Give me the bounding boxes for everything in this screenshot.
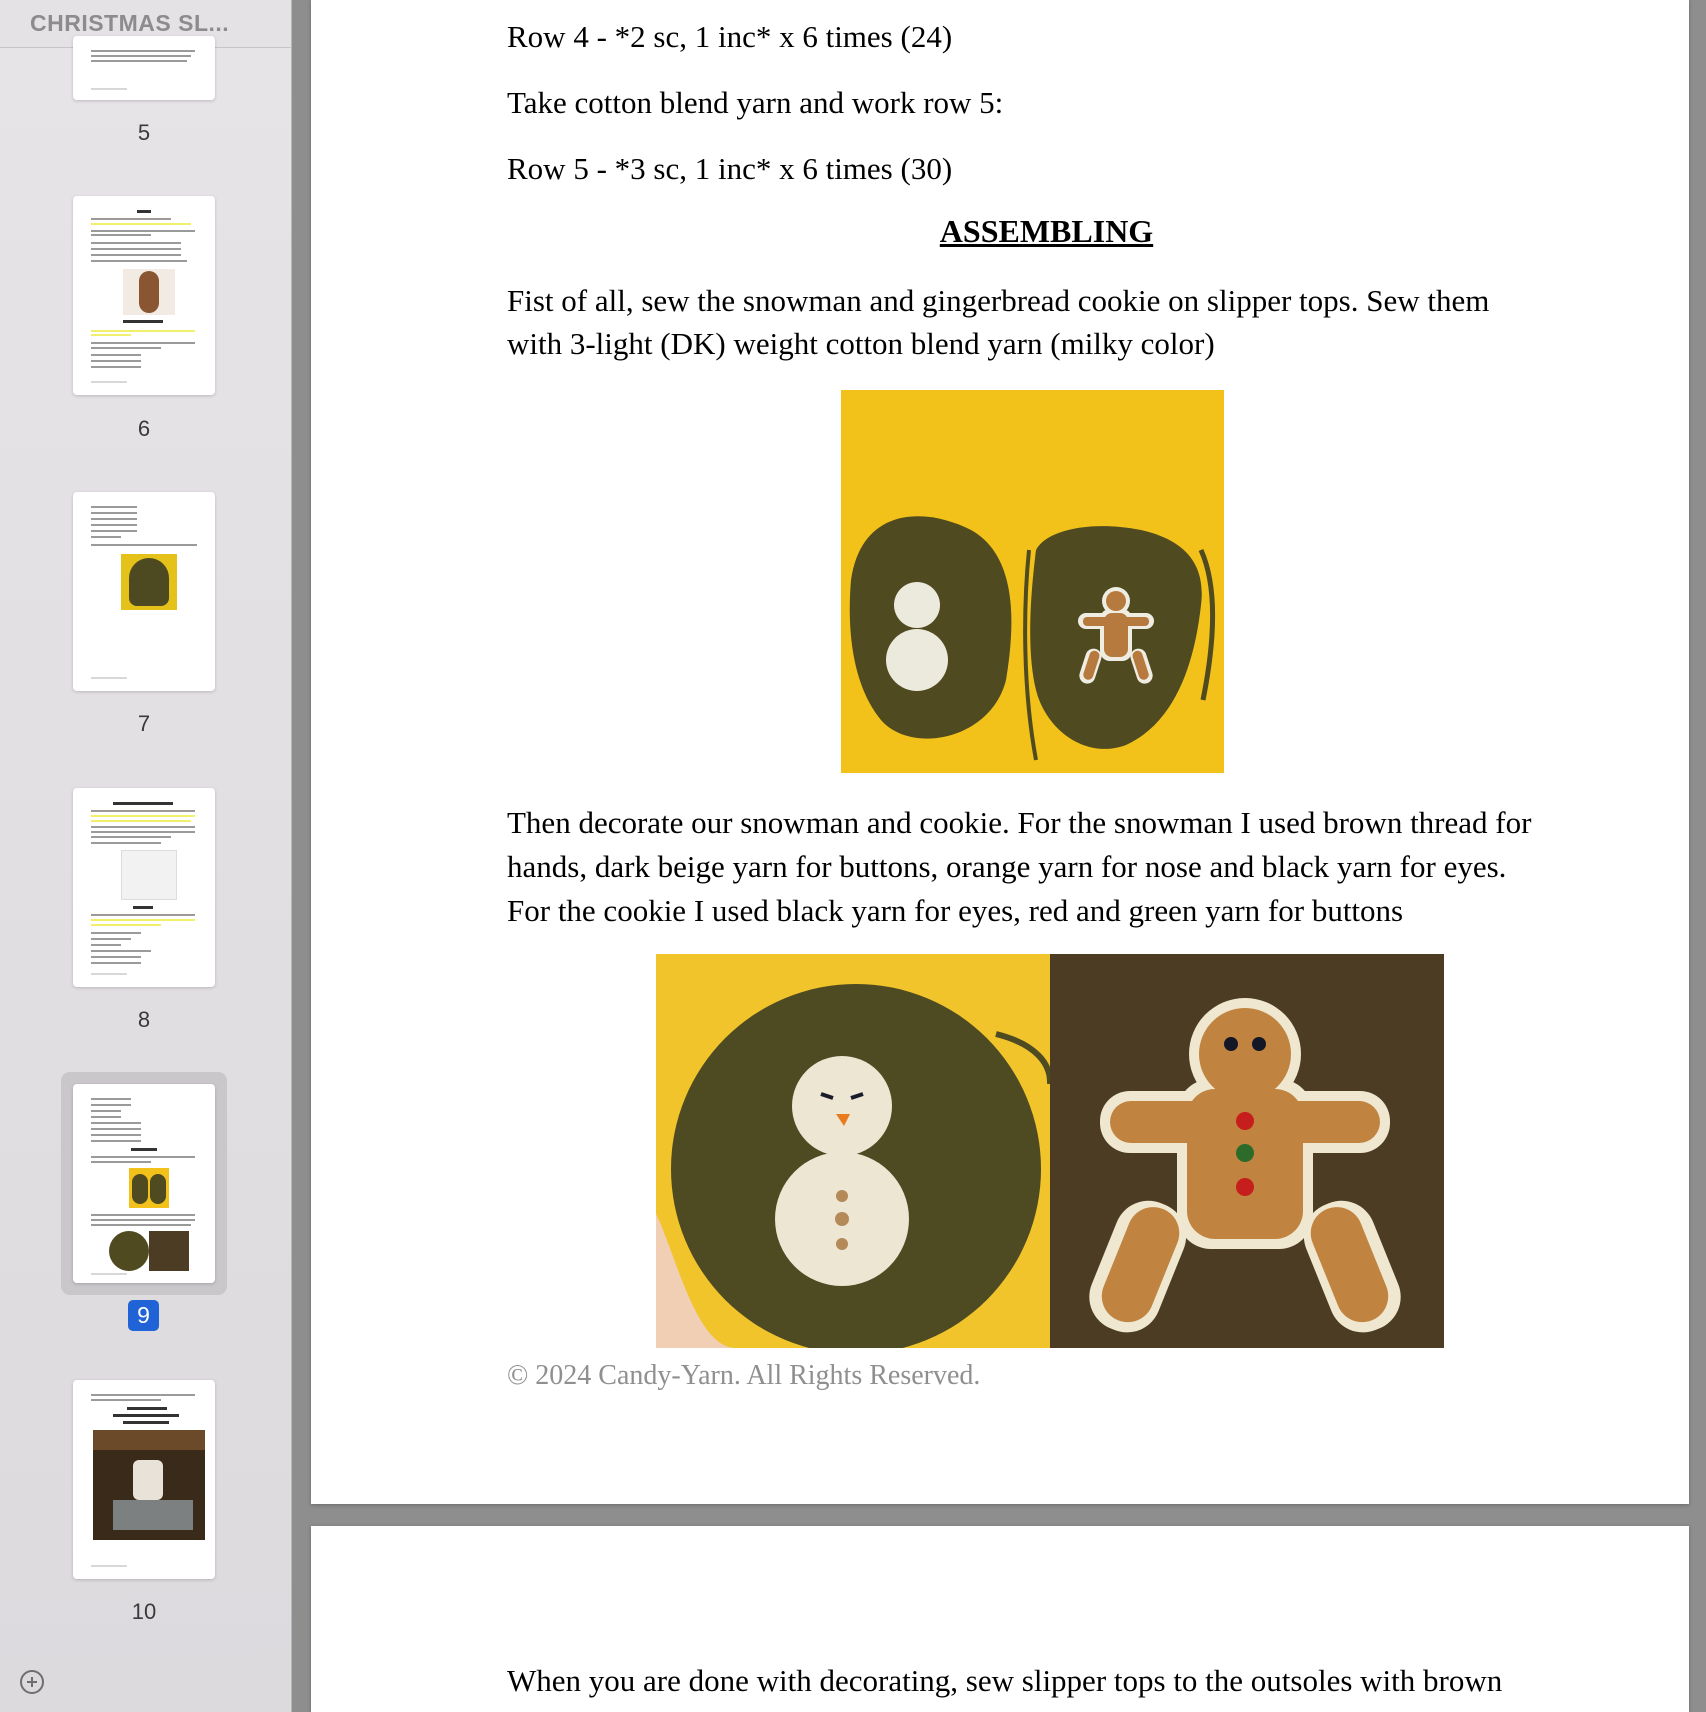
document-title: CHRISTMAS SL... — [0, 0, 291, 48]
page-10 — [311, 1526, 1689, 1712]
thumbnail-page-9[interactable] — [73, 1084, 215, 1283]
page-number-8: 8 — [137, 1007, 151, 1032]
assembling-heading: ASSEMBLING — [939, 213, 1154, 249]
plus-circle-icon[interactable] — [20, 1670, 44, 1694]
row-4-text: Row 4 - *2 sc, 1 inc* x 6 times (24) — [507, 19, 953, 54]
snowman-image — [656, 954, 1050, 1348]
page-9 — [311, 0, 1689, 1504]
slipper-tops-photo — [841, 390, 1224, 773]
page-thumbnail-sidebar — [0, 0, 292, 1712]
decorated-snowman-photo — [656, 954, 1050, 1348]
thumbnail-page-8[interactable] — [73, 788, 215, 987]
current-page-number-9: 9 — [128, 1300, 159, 1331]
page-number-5: 5 — [137, 120, 151, 145]
page-number-10: 10 — [131, 1599, 157, 1624]
paragraph-2-line-3: For the cookie I used black yarn for eyes, red and green yarn for buttons — [507, 893, 1404, 928]
row-5-text: Row 5 - *3 sc, 1 inc* x 6 times (30) — [507, 151, 953, 186]
gingerbread-image — [1050, 954, 1444, 1348]
thumbnail-page-6[interactable] — [73, 196, 215, 395]
take-cotton-text: Take cotton blend yarn and work row 5: — [507, 85, 1004, 120]
paragraph-1-line-1: Fist of all, sew the snowman and gingerbread cookie on slipper tops. Sew them — [507, 283, 1490, 318]
thumbnail-page-10[interactable] — [73, 1380, 215, 1579]
thumbnail-page-5[interactable] — [73, 36, 215, 100]
paragraph-2-line-1: Then decorate our snowman and cookie. For the snowman I used brown thread for — [507, 805, 1532, 840]
document-view[interactable] — [292, 0, 1706, 1712]
paragraph-2-line-2: hands, dark beige yarn for buttons, orange yarn for nose and black yarn for eyes. — [507, 849, 1507, 884]
page-number-7: 7 — [137, 711, 151, 736]
slipper-tops-image — [841, 390, 1224, 773]
thumbnail-page-7[interactable] — [73, 492, 215, 691]
page-number-6: 6 — [137, 416, 151, 441]
page-10-line-1: When you are done with decorating, sew slipper tops to the outsoles with brown — [507, 1663, 1503, 1698]
copyright-text: © 2024 Candy-Yarn. All Rights Reserved. — [507, 1360, 981, 1391]
decorated-cookie-photo — [1050, 954, 1444, 1348]
paragraph-1-line-2: with 3-light (DK) weight cotton blend yarn (milky color) — [507, 326, 1215, 361]
